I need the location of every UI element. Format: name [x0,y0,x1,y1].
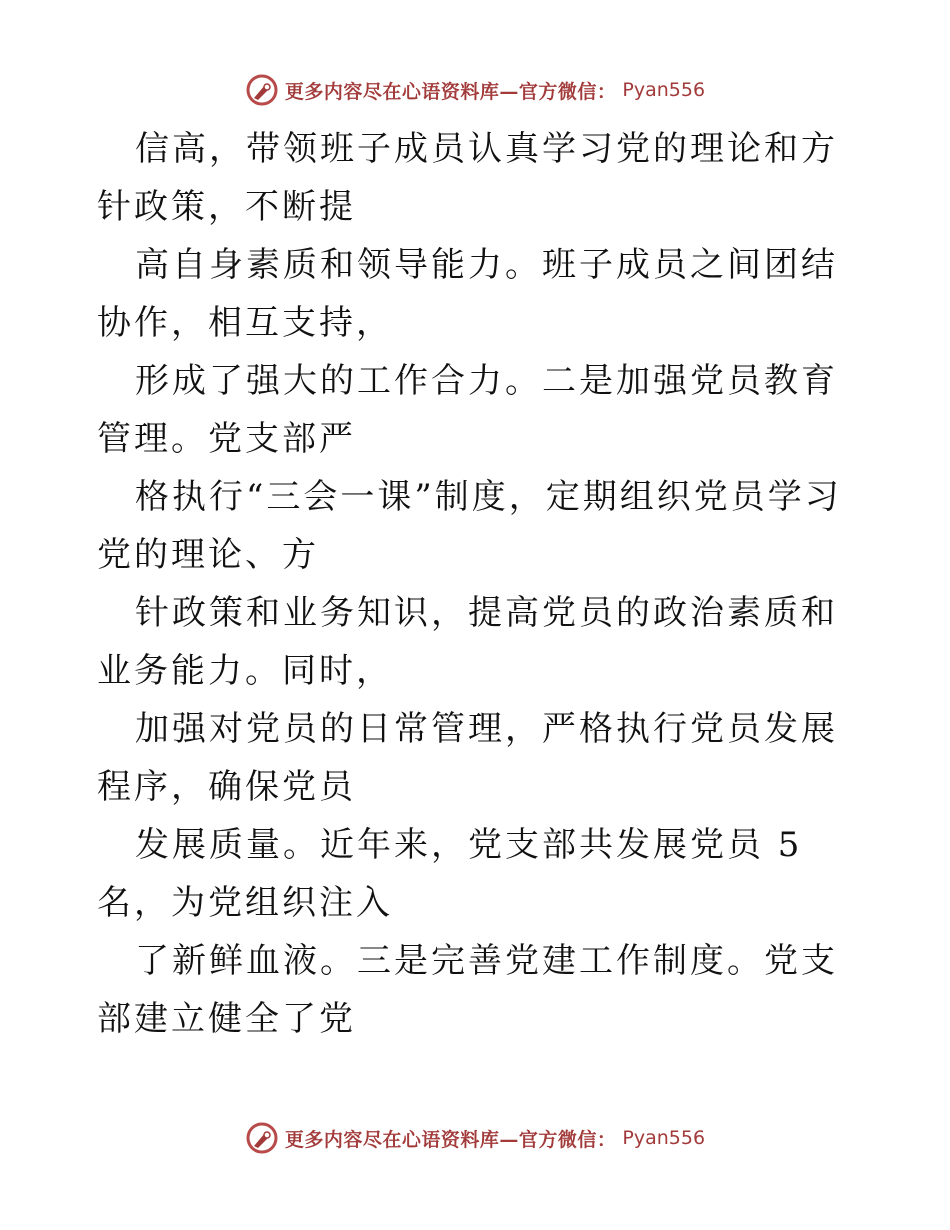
paragraph: 信高，带领班子成员认真学习党的理论和方针政策，不断提 [97,129,838,227]
paragraph: 了新鲜血液。三是完善党建工作制度。党支部建立健全了党 [97,941,838,1039]
footer-banner-text: 更多内容尽在心语资料库—官方微信： [284,1128,617,1151]
footer-banner [0,1118,950,1158]
header-banner [0,70,950,110]
footer-wechat-id: Pyan556 [622,1127,706,1149]
paragraph: 高自身素质和领导能力。班子成员之间团结协作，相互支持， [97,245,838,343]
paragraph: 发展质量。近年来，党支部共发展党员 5 名，为党组织注入 [97,825,803,923]
pen-nib-logo-icon [245,1121,279,1155]
paragraph: 形成了强大的工作合力。二是加强党员教育管理。党支部严 [97,361,838,459]
header-wechat-id: Pyan556 [622,79,706,101]
header-banner-text: 更多内容尽在心语资料库—官方微信： [284,80,617,103]
document-body [97,120,857,1048]
pen-nib-logo-icon [245,73,279,107]
paragraph: 加强对党员的日常管理，严格执行党员发展程序，确保党员 [97,709,838,807]
paragraph: 格执行“三会一课”制度，定期组织党员学习党的理论、方 [97,477,842,575]
paragraph: 针政策和业务知识，提高党员的政治素质和业务能力。同时， [97,593,838,691]
